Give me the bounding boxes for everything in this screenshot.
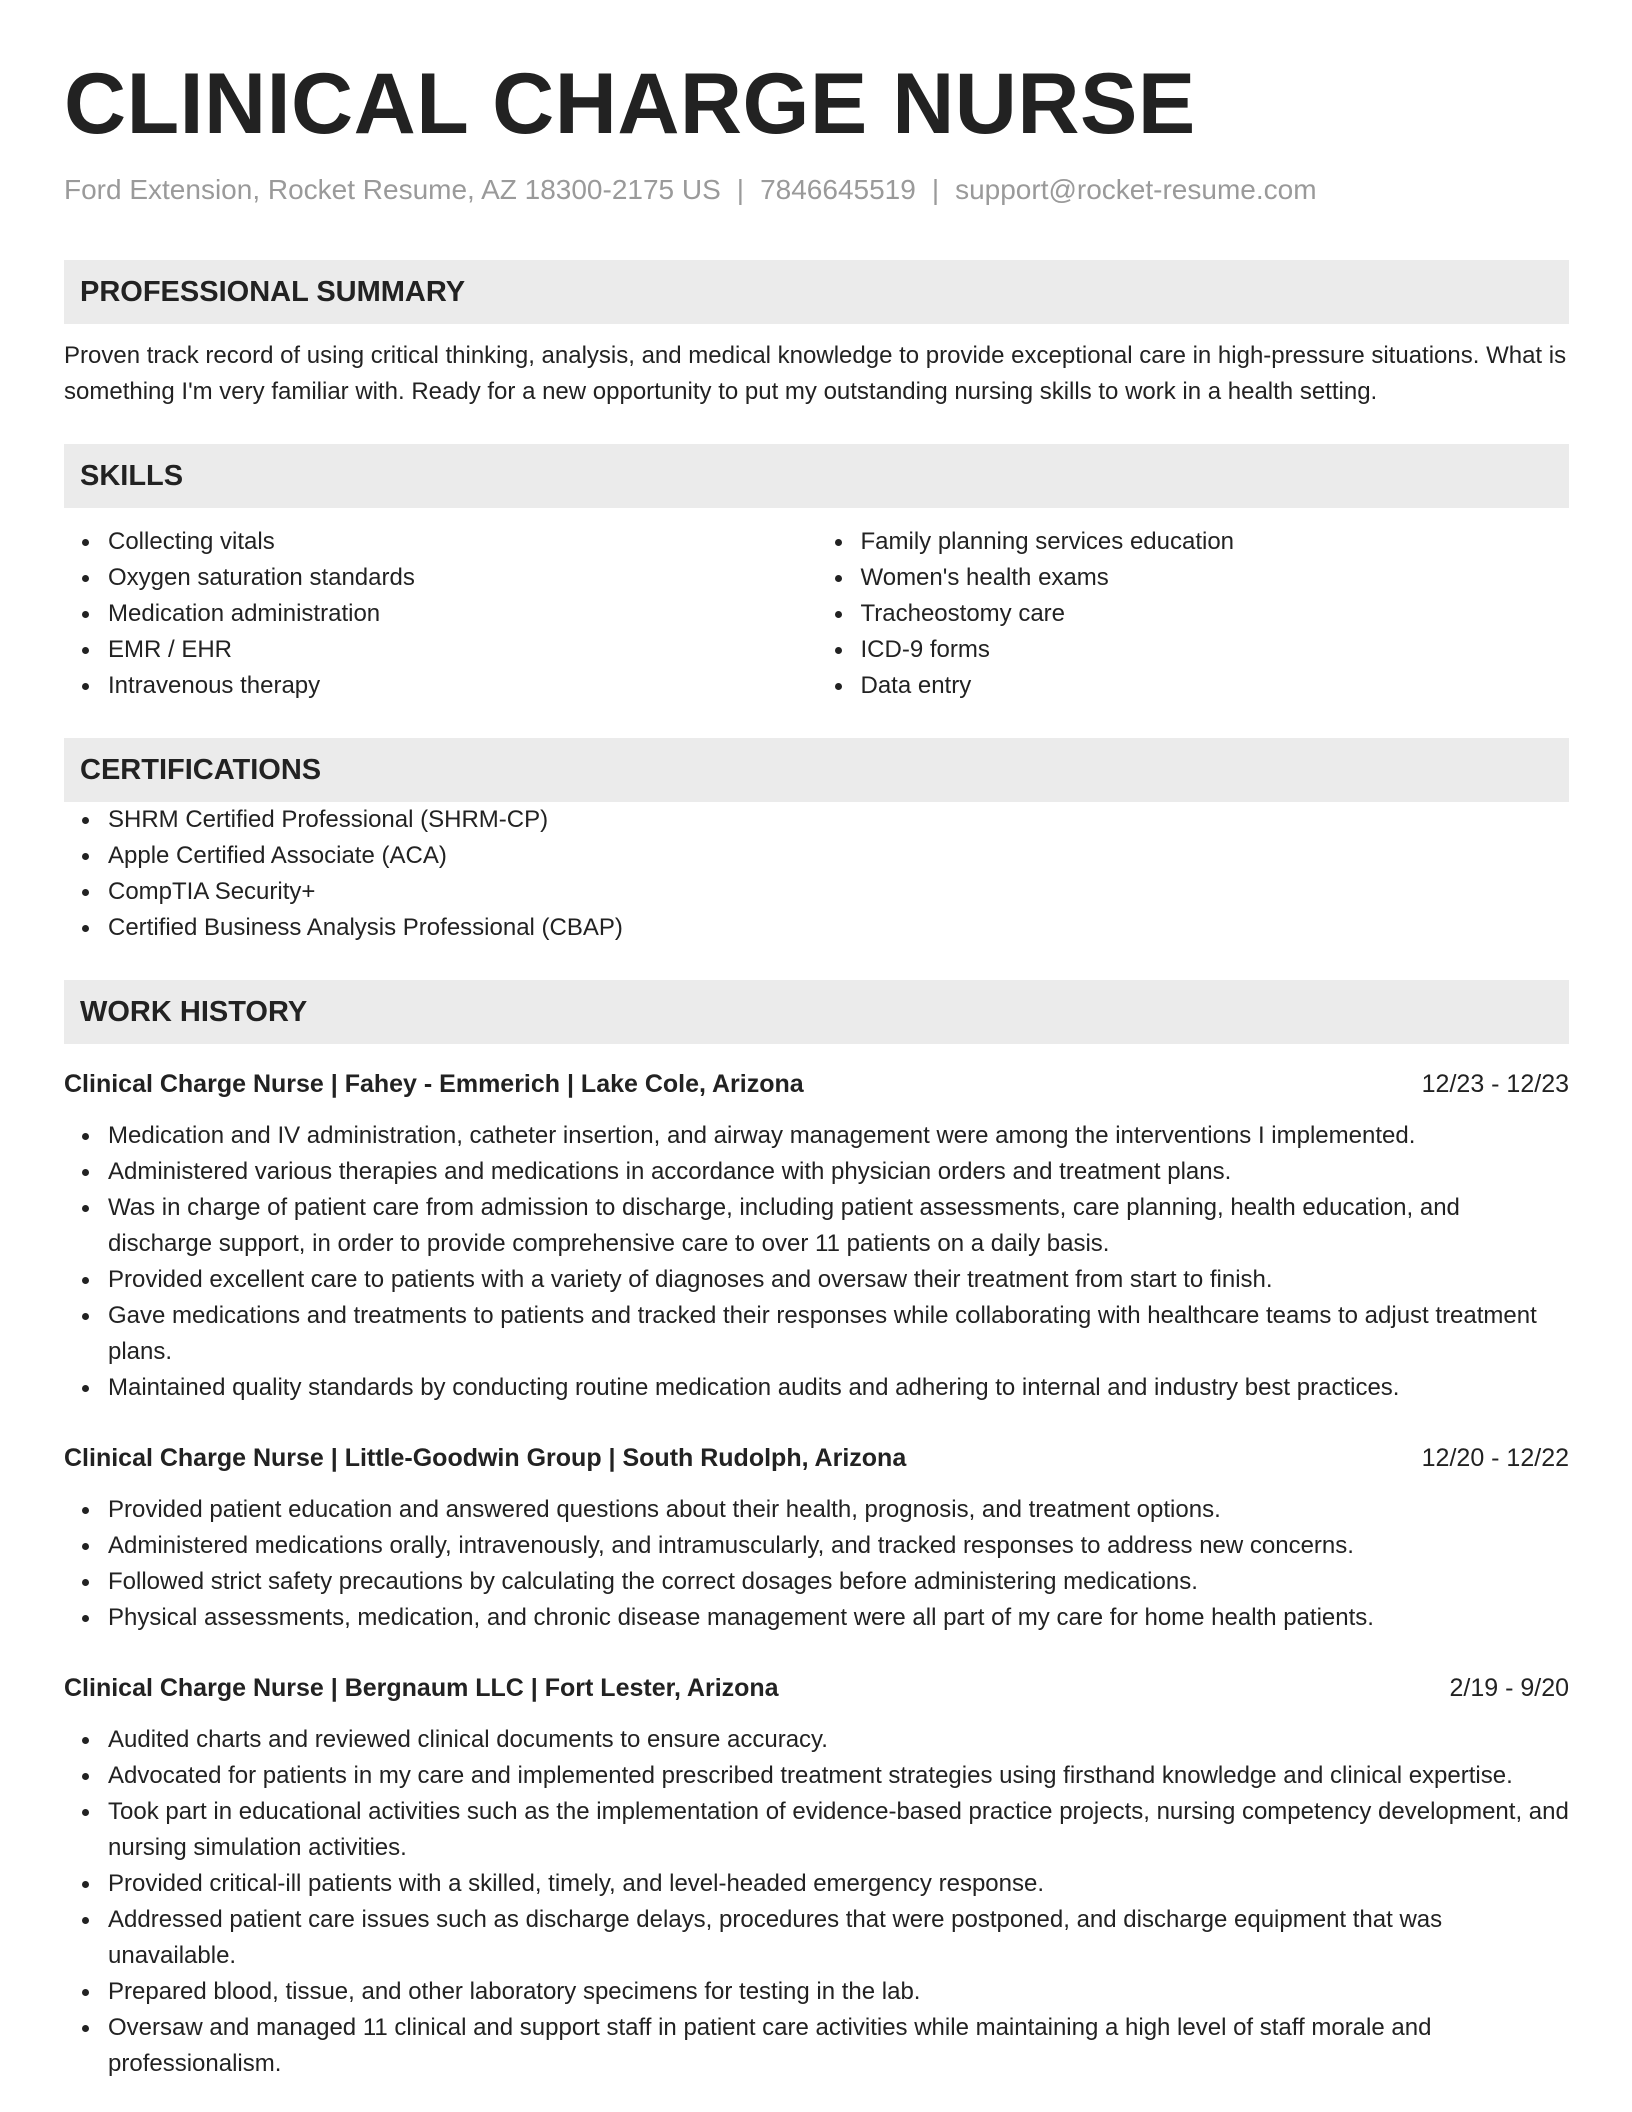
job-dates: 12/23 - 12/23 — [1421, 1070, 1569, 1098]
skills-columns — [64, 524, 1569, 704]
job-duty-item: Prepared blood, tissue, and other laboratory specimens for testing in the lab. — [108, 1974, 1569, 2010]
job-duty-item: Provided critical-ill patients with a skilled, timely, and level-headed emergency response. — [108, 1866, 1569, 1902]
job-dates: 12/20 - 12/22 — [1421, 1444, 1569, 1472]
candidate-name: CLINICAL CHARGE NURSE — [64, 56, 1196, 152]
contact-line — [64, 172, 1569, 208]
certification-item: CompTIA Security+ — [108, 874, 1569, 910]
certification-item: Certified Business Analysis Professional (CBAP) — [108, 910, 1569, 946]
skill-item: Oxygen saturation standards — [108, 560, 817, 596]
job-entry — [64, 1670, 1569, 2082]
certification-item: Apple Certified Associate (ACA) — [108, 838, 1569, 874]
certification-item: SHRM Certified Professional (SHRM-CP) — [108, 802, 1569, 838]
job-duty-item: Gave medications and treatments to patients and tracked their responses while collaborating with healthcare teams to adjust treatment plans. — [108, 1298, 1569, 1370]
work-history-list — [64, 1066, 1569, 2082]
job-duties-list — [64, 1492, 1569, 1636]
contact-phone: 7846645519 — [760, 174, 916, 205]
job-duty-item: Maintained quality standards by conducting routine medication audits and adhering to internal and industry best practices. — [108, 1370, 1569, 1406]
skill-item: Intravenous therapy — [108, 668, 817, 704]
job-title: Clinical Charge Nurse | Bergnaum LLC | Fort Lester, Arizona — [64, 1674, 779, 1702]
skill-item: EMR / EHR — [108, 632, 817, 668]
job-duty-item: Audited charts and reviewed clinical documents to ensure accuracy. — [108, 1722, 1569, 1758]
section-heading-summary: PROFESSIONAL SUMMARY — [64, 260, 1569, 324]
job-header — [64, 1066, 1569, 1102]
job-title: Clinical Charge Nurse | Little-Goodwin Group | South Rudolph, Arizona — [64, 1444, 907, 1472]
job-header — [64, 1670, 1569, 1706]
job-duty-item: Provided excellent care to patients with a variety of diagnoses and oversaw their treatment from start to finish. — [108, 1262, 1569, 1298]
skill-item: Data entry — [861, 668, 1570, 704]
section-heading-work-history: WORK HISTORY — [64, 980, 1569, 1044]
contact-address: Ford Extension, Rocket Resume, AZ 18300-2175 US — [64, 174, 721, 205]
skill-item: ICD-9 forms — [861, 632, 1570, 668]
skill-item: Medication administration — [108, 596, 817, 632]
job-title: Clinical Charge Nurse | Fahey - Emmerich | Lake Cole, Arizona — [64, 1070, 804, 1098]
job-duties-list — [64, 1118, 1569, 1406]
section-heading-skills: SKILLS — [64, 444, 1569, 508]
job-duty-item: Administered various therapies and medications in accordance with physician orders and treatment plans. — [108, 1154, 1569, 1190]
job-duty-item: Physical assessments, medication, and chronic disease management were all part of my care for home health patients. — [108, 1600, 1569, 1636]
skill-item: Family planning services education — [861, 524, 1570, 560]
skill-item: Women's health exams — [861, 560, 1570, 596]
job-duty-item: Followed strict safety precautions by calculating the correct dosages before administering medications. — [108, 1564, 1569, 1600]
certifications-list — [64, 802, 1569, 946]
job-duty-item: Administered medications orally, intravenously, and intramuscularly, and tracked responses to address new concerns. — [108, 1528, 1569, 1564]
job-duty-item: Addressed patient care issues such as discharge delays, procedures that were postponed, and discharge equipment that was unavailable. — [108, 1902, 1569, 1974]
job-dates: 2/19 - 9/20 — [1449, 1674, 1569, 1702]
section-heading-certifications: CERTIFICATIONS — [64, 738, 1569, 802]
job-duties-list — [64, 1722, 1569, 2082]
skill-item: Tracheostomy care — [861, 596, 1570, 632]
job-header — [64, 1440, 1569, 1476]
job-duty-item: Medication and IV administration, catheter insertion, and airway management were among the interventions I implemented. — [108, 1118, 1569, 1154]
skills-list-left — [64, 524, 817, 704]
job-duty-item: Advocated for patients in my care and implemented prescribed treatment strategies using firsthand knowledge and clinical expertise. — [108, 1758, 1569, 1794]
job-duty-item: Was in charge of patient care from admission to discharge, including patient assessments, care planning, health education, and discharge support, in order to provide comprehensive care to over 11 patients on a daily basis. — [108, 1190, 1569, 1262]
job-duty-item: Oversaw and managed 11 clinical and support staff in patient care activities while maintaining a high level of staff morale and professionalism. — [108, 2010, 1569, 2082]
skills-list-right — [817, 524, 1570, 704]
contact-separator: | — [736, 174, 745, 205]
contact-email: support@rocket-resume.com — [955, 174, 1317, 205]
job-duty-item: Provided patient education and answered questions about their health, prognosis, and treatment options. — [108, 1492, 1569, 1528]
job-entry — [64, 1066, 1569, 1406]
contact-separator: | — [931, 174, 940, 205]
summary-text: Proven track record of using critical thinking, analysis, and medical knowledge to provide exceptional care in high-pressure situations. What is something I'm very familiar with. Ready for a new opportunity to put my outstanding nursing skills to work in a health setting. — [64, 342, 1567, 405]
skill-item: Collecting vitals — [108, 524, 817, 560]
job-entry — [64, 1440, 1569, 1636]
job-duty-item: Took part in educational activities such as the implementation of evidence-based practice projects, nursing competency development, and nursing simulation activities. — [108, 1794, 1569, 1866]
